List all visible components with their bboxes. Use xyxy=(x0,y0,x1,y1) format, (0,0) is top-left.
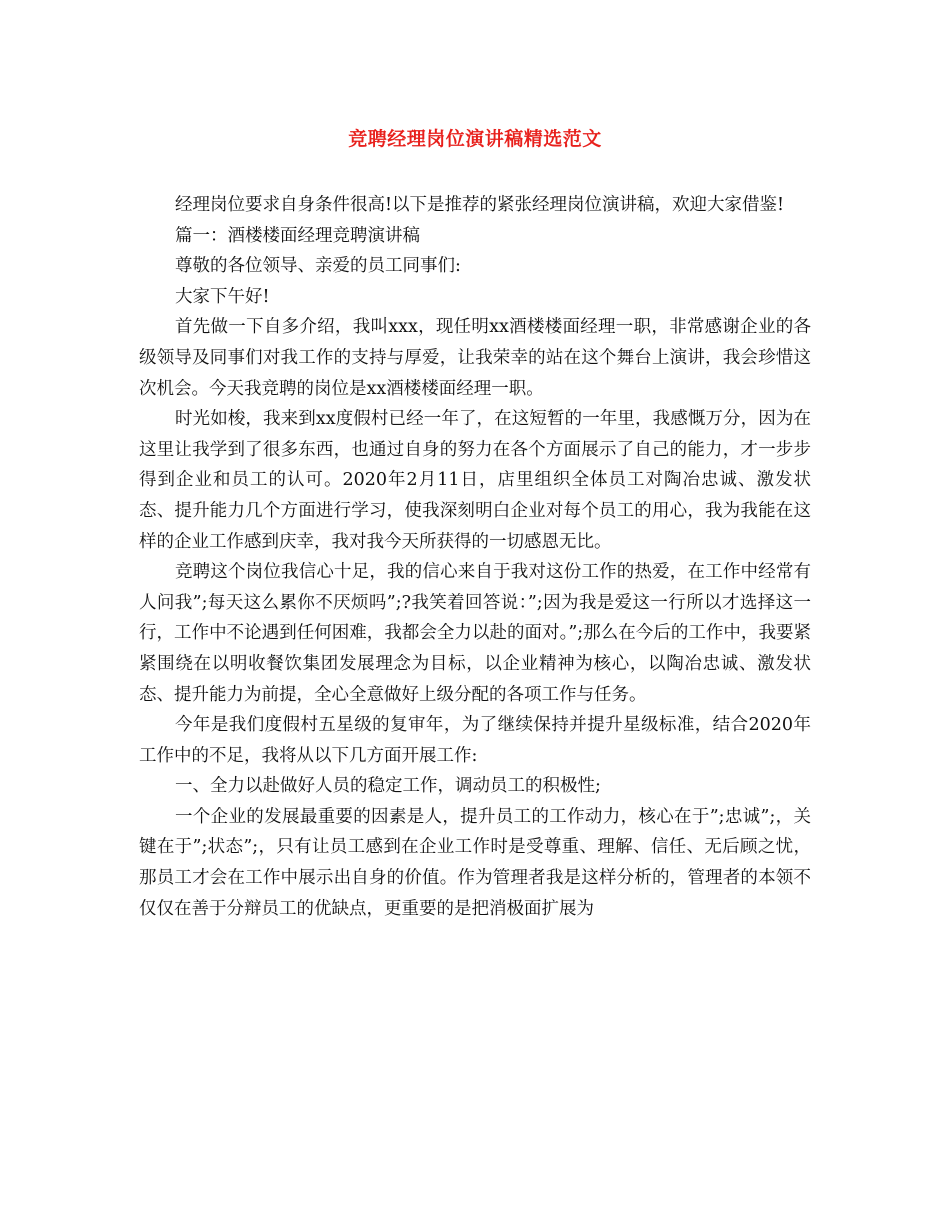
paragraph-experience: 时光如梭，我来到xx度假村已经一年了，在这短暂的一年里，我感慨万分，因为在这里让我学到了很多东西，也通过自身的努力在各个方面展示了自己的能力，才一步步得到企业和员工的认可。2020年2月11日，店里组织全体员工对陶冶忠诚、激发状态、提升能力几个方面进行学习，使我深刻明白企业对每个员工的用心，我为我能在这样的企业工作感到庆幸，我对我今天所获得的一切感恩无比。 xyxy=(139,409,811,552)
paragraph-self-introduction: 首先做一下自多介绍，我叫xxx，现任明xx酒楼楼面经理一职，非常感谢企业的各级领导及同事们对我工作的支持与厚爱，让我荣幸的站在这个舞台上演讲，我会珍惜这次机会。今天我竞聘的岗位是xx酒楼楼面经理一职。 xyxy=(139,317,811,399)
paragraph-plan-intro: 今年是我们度假村五星级的复审年，为了继续保持并提升星级标准，结合2020年工作中的不足，我将从以下几方面开展工作: xyxy=(139,715,811,766)
paragraph-section-heading: 篇一：酒楼楼面经理竞聘演讲稿 xyxy=(175,225,420,246)
paragraph-salutation: 尊敬的各位领导、亲爱的员工同事们: xyxy=(175,256,461,277)
document-title: 竞聘经理岗位演讲稿精选范文 xyxy=(348,128,602,150)
paragraph-confidence: 竞聘这个岗位我信心十足，我的信心来自于我对这份工作的热爱，在工作中经常有人问我”;每天这么累你不厌烦吗”;?我笑着回答说：”;因为我是爱这一行所以才选择这一行，工作中不论遇到任何困难，我都会全力以赴的面对。”;那么在今后的工作中，我要紧紧围绕在以明收餐饮集团发展理念为目标，以企业精神为核心，以陶冶忠诚、激发状态、提升能力为前提，全心全意做好上级分配的各项工作与任务。 xyxy=(139,562,811,705)
paragraph-plan-item-one: 一、全力以赴做好人员的稳定工作，调动员工的积极性; xyxy=(175,776,601,797)
paragraph-greeting: 大家下午好! xyxy=(175,286,270,307)
paragraph-staff-motivation: 一个企业的发展最重要的因素是人，提升员工的工作动力，核心在于”;忠诚”;，关键在于”;状态”;，只有让员工感到在企业工作时是受尊重、理解、信任、无后顾之忧，那员工才会在工作中展示出自身的价值。作为管理者我是这样分析的，管理者的本领不仅仅在善于分辩员工的优缺点，更重要的是把消极面扩展为 xyxy=(139,806,811,919)
paragraph-intro: 经理岗位要求自身条件很高!以下是推荐的紧张经理岗位演讲稿，欢迎大家借鉴! xyxy=(175,195,785,215)
document-body xyxy=(139,190,811,924)
